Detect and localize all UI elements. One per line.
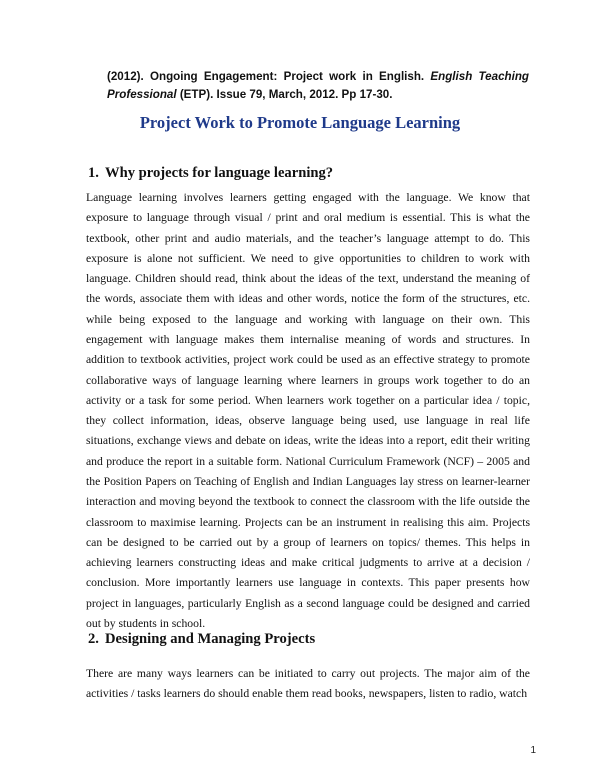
page-title: Project Work to Promote Language Learning [139,113,461,132]
section-heading-text-2: Designing and Managing Projects [105,631,316,647]
citation [107,68,529,104]
section-number-2: 2. [88,631,99,647]
section-paragraph-1: Language learning involves learners getting engaged with the language. We know that exposure to language through visual / print and oral medium is essential. This is what the textbook, other print and audio materials, and the teacher’s language attempt to do. This exposure is alone not sufficient. We need to give opportunities to children to work with language. Children should read, think about the ideas of the text, understand the meaning of the words, associate them with ideas and other words, notice the form of the structures, etc. while being exposed to the language and working with language on their own. This engagement with language makes them internalise meaning of words and structures. In addition to textbook activities, project work could be used as an effective strategy to promote collaborative ways of language learning where learners in groups work together to do an activity or a task for some period. When learners work together on a particular idea / topic, they collect information, ideas, observe language being used, use language in real life situations, exchange views and debate on ideas, write the ideas into a report, edit their writing and produce the report in a suitable form. National Curriculum Framework (NCF) – 2005 and the Position Papers on Teaching of English and Indian Languages lay stress on learner-learner interaction and moving beyond the textbook to connect the classroom with the life outside the classroom to maximise learning. Projects can be an instrument in realising this aim. Projects can be designed to be carried out by a group of learners on topics/ themes. This helps in achieving learners constructing ideas and make critical judgments to arrive at a decision / conclusion. More importantly learners use language in contexts. This paper presents how project in languages, particularly English as a second language could be designed and carried out by students in school. [86,191,530,630]
section-heading-text-1: Why projects for language learning? [105,165,334,181]
section-heading-2 [88,629,315,649]
section-paragraph-2: There are many ways learners can be initiated to carry out projects. The major aim of the activities / tasks learners do should enable them read books, newspapers, listen to radio, watch [86,667,530,701]
section-heading-1 [88,163,333,183]
citation-journal-name: English Teaching Professional [107,70,529,101]
citation-text-part2: (ETP). Issue 79, March, 2012. Pp 17-30. [176,88,393,101]
section-number-1: 1. [88,165,99,181]
citation-text-part1: (2012). Ongoing Engagement: Project work in English. [107,70,431,83]
page-number: 1 [530,745,536,756]
